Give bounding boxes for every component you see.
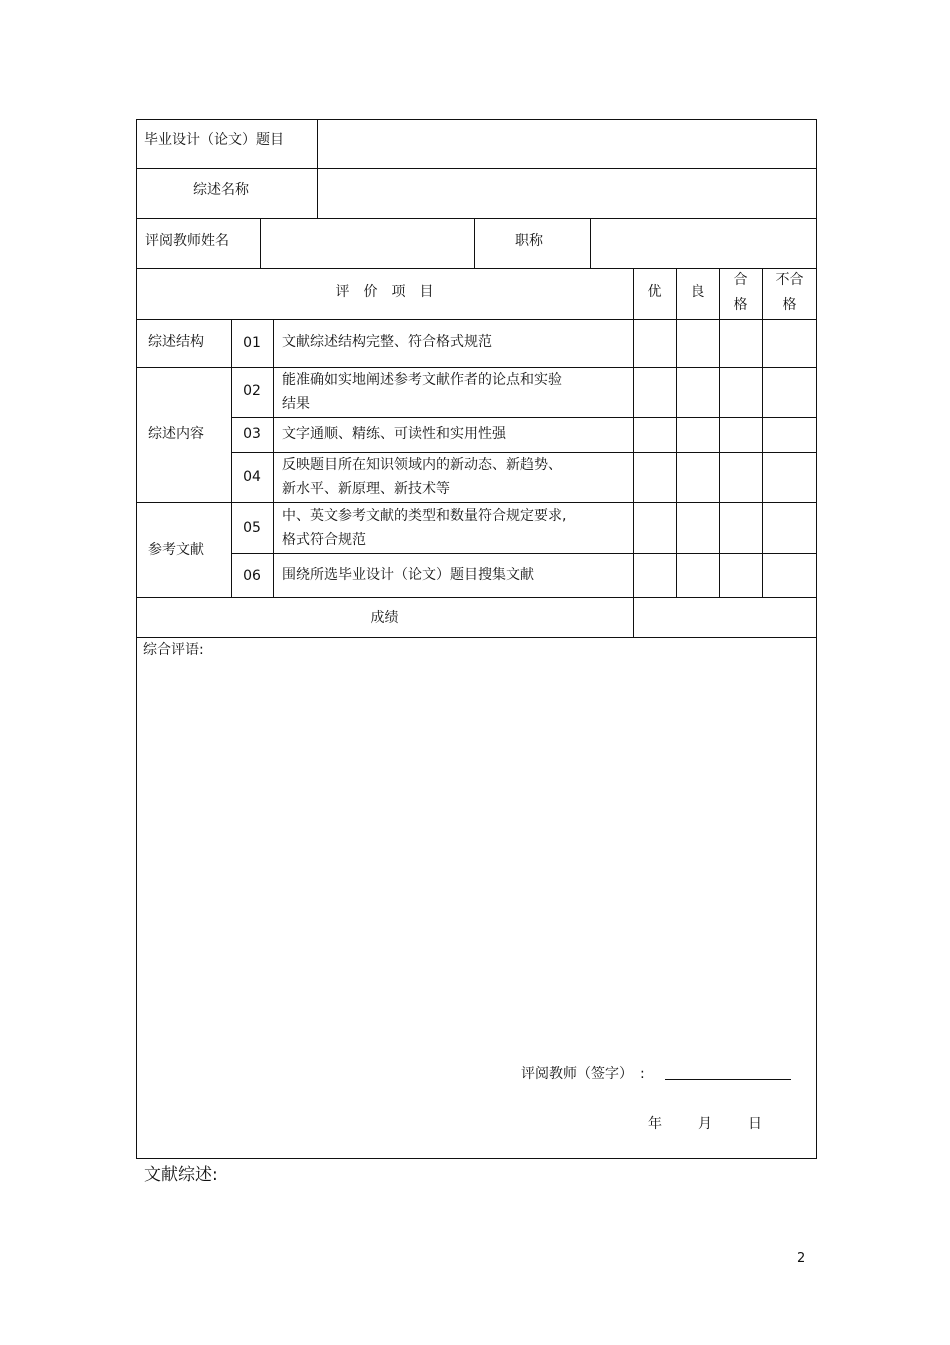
comments-label: 综合评语: xyxy=(143,642,204,658)
date-month-label: 月 xyxy=(698,1116,712,1132)
item-text: 格式符合规范 xyxy=(282,532,366,548)
item-text: 能准确如实地阐述参考文献作者的论点和实验 xyxy=(282,372,562,388)
col-divider xyxy=(317,119,318,218)
item-text: 文字通顺、精练、可读性和实用性强 xyxy=(282,426,506,442)
review-name-label: 综述名称 xyxy=(193,182,249,198)
row-divider xyxy=(136,168,817,169)
page-number: 2 xyxy=(797,1251,806,1266)
grade-fail-header-line1: 不合 xyxy=(775,272,804,288)
item-text: 围绕所选毕业设计（论文）题目搜集文献 xyxy=(282,567,534,583)
eval-items-header: 评 价 项 目 xyxy=(335,284,434,300)
grade-good-header: 良 xyxy=(690,284,705,300)
item-text: 结果 xyxy=(282,396,310,412)
item-number: 03 xyxy=(243,426,261,442)
evaluation-form-table xyxy=(136,119,817,1159)
grade-fail-header-line2: 格 xyxy=(782,297,797,313)
score-label: 成绩 xyxy=(370,610,399,626)
col-divider xyxy=(273,319,274,597)
row-divider xyxy=(136,597,817,598)
signature-label: 评阅教师（签字） : xyxy=(521,1066,645,1082)
row-divider xyxy=(136,319,817,320)
item-number: 06 xyxy=(243,568,261,584)
grade-excellent-header: 优 xyxy=(647,284,662,300)
row-divider xyxy=(136,218,817,219)
item-text: 反映题目所在知识领域内的新动态、新趋势、 xyxy=(282,457,562,473)
job-title-label: 职称 xyxy=(515,233,543,249)
col-divider xyxy=(633,268,634,637)
row-divider xyxy=(231,553,817,554)
reviewer-name-label: 评阅教师姓名 xyxy=(145,233,229,249)
row-divider xyxy=(136,268,817,269)
item-number: 05 xyxy=(243,520,261,536)
thesis-title-label: 毕业设计（论文）题目 xyxy=(144,132,284,148)
literature-review-heading: 文献综述: xyxy=(144,1165,218,1185)
col-divider xyxy=(590,218,591,268)
row-divider xyxy=(136,637,817,638)
item-text: 中、英文参考文献的类型和数量符合规定要求, xyxy=(282,508,567,524)
category-references: 参考文献 xyxy=(148,542,204,558)
col-divider xyxy=(762,268,763,597)
col-divider xyxy=(474,218,475,268)
item-text: 新水平、新原理、新技术等 xyxy=(282,481,450,497)
item-number: 01 xyxy=(243,335,261,351)
signature-line[interactable] xyxy=(665,1079,791,1080)
item-text: 文献综述结构完整、符合格式规范 xyxy=(282,334,492,350)
item-number: 04 xyxy=(243,469,261,485)
grade-pass-header-line1: 合 xyxy=(733,272,748,288)
col-divider xyxy=(231,319,232,597)
date-year-label: 年 xyxy=(648,1116,662,1132)
date-day-label: 日 xyxy=(748,1116,762,1132)
row-divider xyxy=(231,417,817,418)
grade-pass-header-line2: 格 xyxy=(733,297,748,313)
category-content: 综述内容 xyxy=(148,426,204,442)
category-structure: 综述结构 xyxy=(148,334,204,350)
col-divider xyxy=(260,218,261,268)
col-divider xyxy=(719,268,720,597)
row-divider xyxy=(136,502,817,503)
col-divider xyxy=(676,268,677,597)
item-number: 02 xyxy=(243,383,261,399)
